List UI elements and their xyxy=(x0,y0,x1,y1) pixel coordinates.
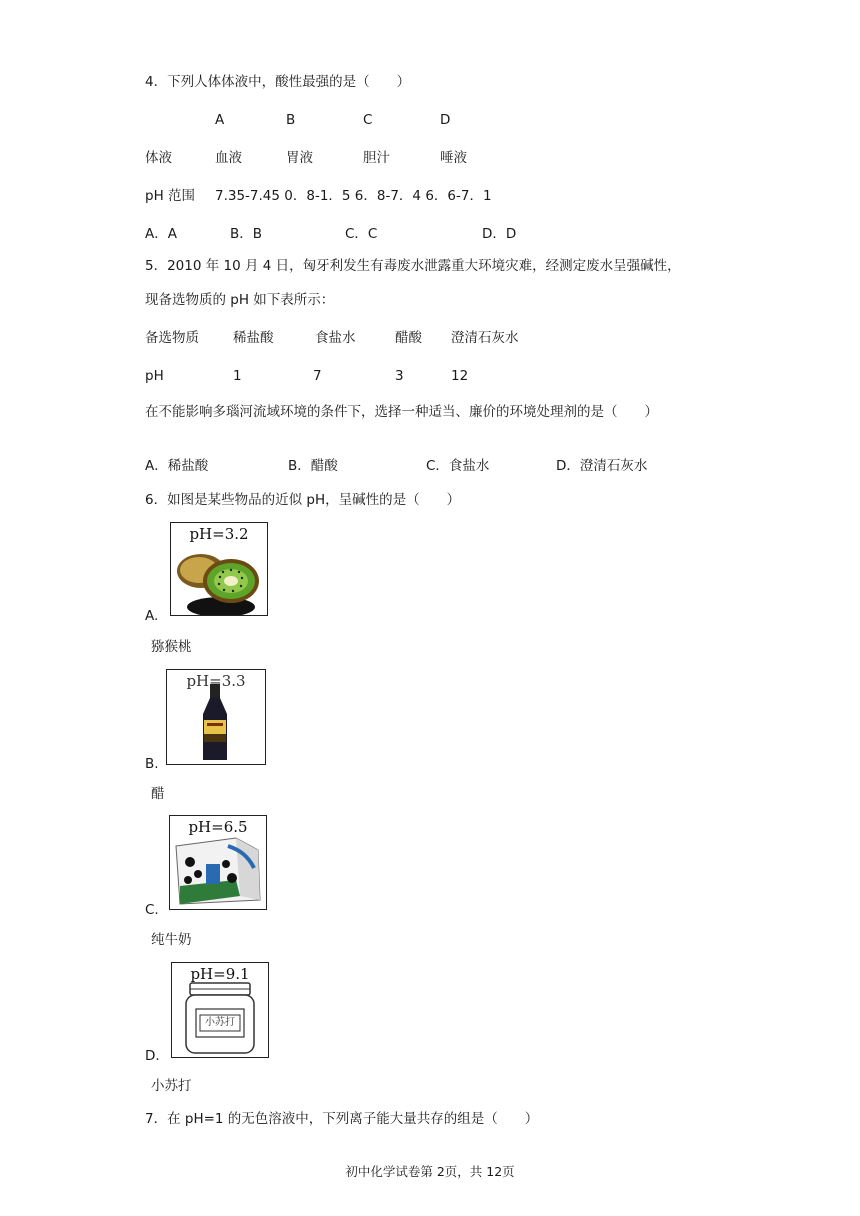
q6-option-a[interactable]: A. xyxy=(145,608,159,624)
q4-row2-values: 7.35-7.45 0．8-1．5 6．8-7．4 6．6-7．1 xyxy=(215,188,492,204)
q4-header-d: D xyxy=(440,112,451,128)
q6-option-b[interactable]: B. xyxy=(145,756,159,772)
q5-row2-cell: 3 xyxy=(395,368,404,384)
q4-header-c: C xyxy=(363,112,373,128)
q4-row1-cell: 胃液 xyxy=(286,150,313,166)
baking-soda-image xyxy=(171,962,269,1058)
q7-stem: 7．在 pH=1 的无色溶液中，下列离子能大量共存的组是（ ） xyxy=(145,1111,539,1127)
jar-label: 小苏打 xyxy=(205,1017,235,1028)
q5-stem-line1: 5．2010 年 10 月 4 日，匈牙利发生有毒废水泄露重大环境灾难，经测定废水呈强碱性， xyxy=(145,258,681,274)
milk-ph-label: pH=6.5 xyxy=(188,818,248,836)
q5-option-c[interactable]: C．食盐水 xyxy=(426,458,490,474)
q6-caption-b: 醋 xyxy=(151,786,165,802)
q5-option-d[interactable]: D．澄清石灰水 xyxy=(556,458,648,474)
q5-row2-cell: 1 xyxy=(233,368,242,384)
q4-row1-label: 体液 xyxy=(145,150,172,166)
q6-caption-c: 纯牛奶 xyxy=(151,932,192,948)
q5-row1-cell: 稀盐酸 xyxy=(233,330,274,346)
q4-option-a[interactable]: A．A xyxy=(145,226,177,242)
q4-option-d[interactable]: D．D xyxy=(482,226,517,242)
q6-caption-d: 小苏打 xyxy=(151,1078,192,1094)
q6-caption-a: 猕猴桃 xyxy=(151,639,192,655)
q5-row2-cell: 12 xyxy=(451,368,469,384)
q4-row1-cell: 血液 xyxy=(215,150,242,166)
q5-row1-cell: 澄清石灰水 xyxy=(451,330,519,346)
vinegar-image xyxy=(166,669,266,765)
kiwi-ph-label: pH=3.2 xyxy=(189,525,249,543)
q4-row1-cell: 胆汁 xyxy=(363,150,390,166)
q4-option-b[interactable]: B．B xyxy=(230,226,263,242)
q5-question: 在不能影响多瑙河流域环境的条件下，选择一种适当、廉价的环境处理剂的是（ ） xyxy=(145,404,658,420)
q6-option-c[interactable]: C. xyxy=(145,902,159,918)
kiwi-image xyxy=(170,522,268,616)
q5-option-b[interactable]: B．醋酸 xyxy=(288,458,338,474)
q5-option-a[interactable]: A．稀盐酸 xyxy=(145,458,209,474)
baking-soda-ph-label: pH=9.1 xyxy=(190,965,250,983)
q4-header-b: B xyxy=(286,112,296,128)
milk-image xyxy=(169,815,267,910)
q5-row1-cell: 醋酸 xyxy=(395,330,422,346)
q4-row1-cell: 唾液 xyxy=(440,150,467,166)
vinegar-ph-label: pH=3.3 xyxy=(186,672,246,690)
q4-option-c[interactable]: C．C xyxy=(345,226,378,242)
q4-row2-label: pH 范围 xyxy=(145,188,196,204)
page-footer: 初中化学试卷第 2页，共 12页 xyxy=(345,1164,515,1179)
q5-row1-label: 备选物质 xyxy=(145,330,199,346)
q6-stem: 6．如图是某些物品的近似 pH，呈碱性的是（ ） xyxy=(145,492,461,508)
q5-row2-cell: 7 xyxy=(313,368,322,384)
q5-row2-label: pH xyxy=(145,368,164,384)
q6-option-d[interactable]: D. xyxy=(145,1048,160,1064)
q4-stem: 4．下列人体体液中，酸性最强的是（ ） xyxy=(145,74,411,90)
q4-header-a: A xyxy=(215,112,225,128)
q5-stem-line2: 现备选物质的 pH 如下表所示： xyxy=(145,292,335,308)
q5-row1-cell: 食盐水 xyxy=(315,330,356,346)
